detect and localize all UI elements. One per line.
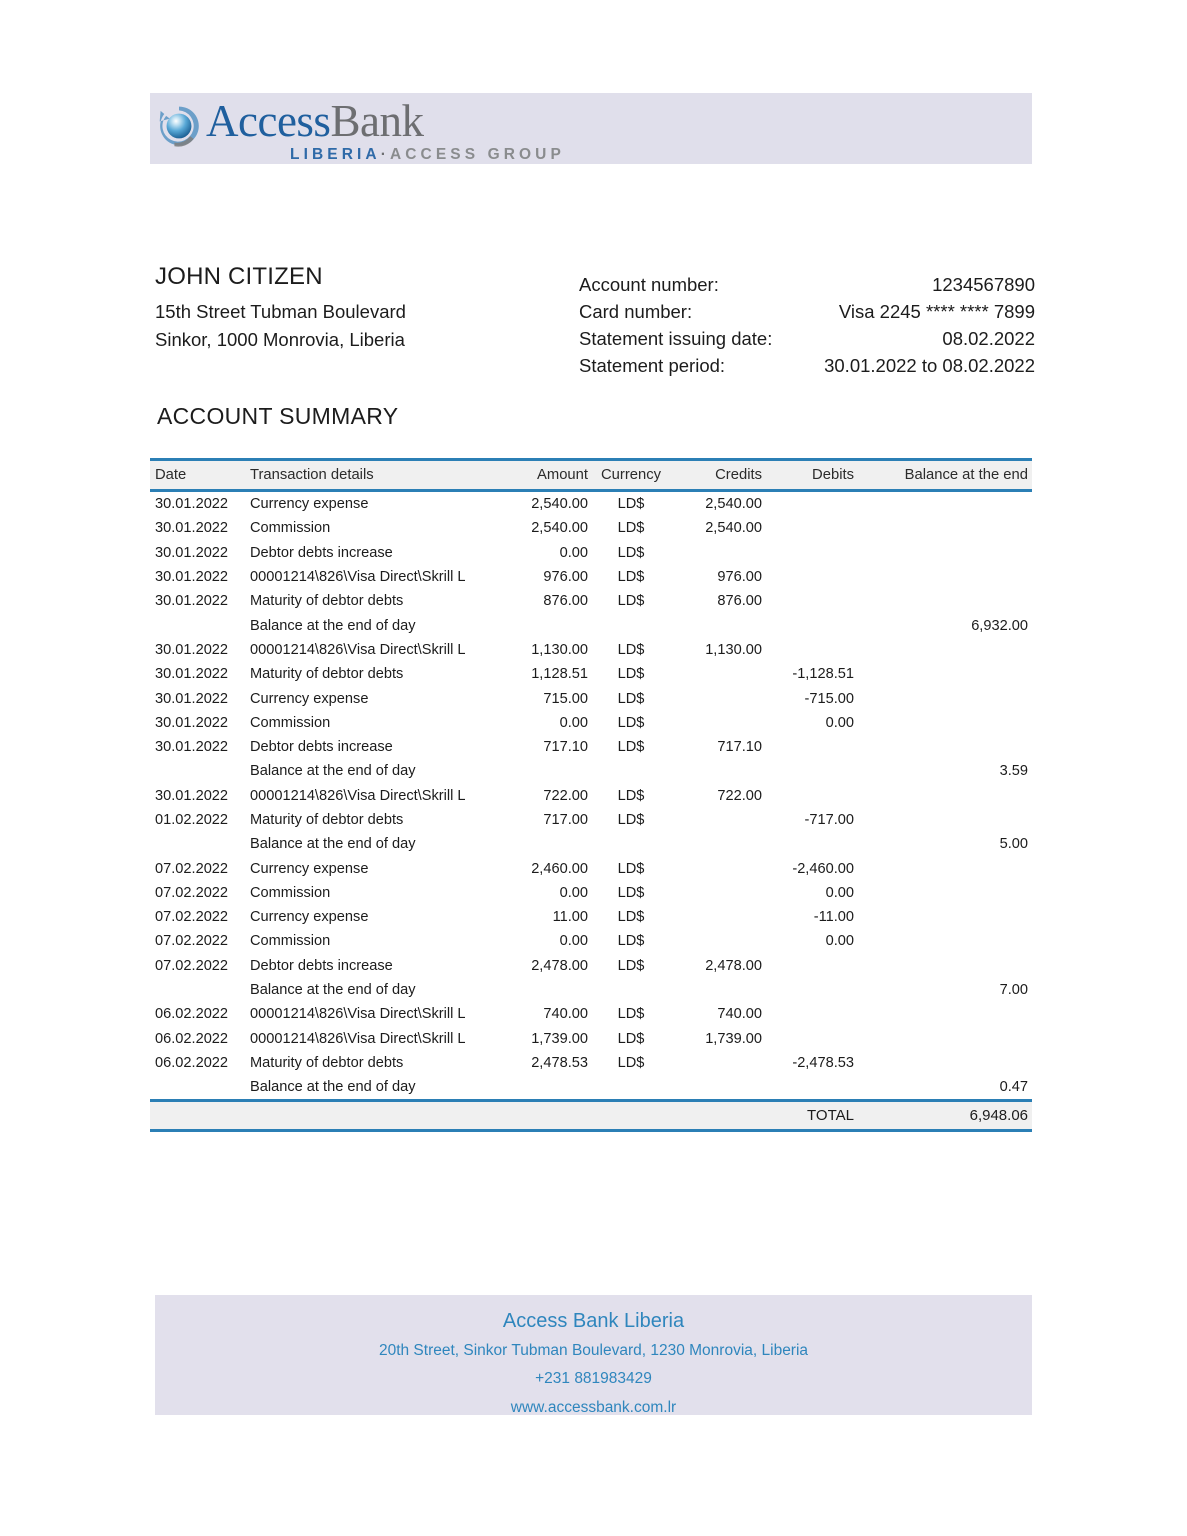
- cell-date: [150, 1075, 242, 1099]
- transactions-table-body: [150, 492, 1032, 1099]
- balance-row: [150, 978, 1032, 1002]
- table-row: [150, 516, 1032, 540]
- cell-date: 30.01.2022: [150, 541, 242, 565]
- table-row: [150, 929, 1032, 953]
- cell-details: 00001214\826\Visa Direct\Skrill L: [242, 638, 512, 662]
- cell-currency: [598, 1075, 678, 1099]
- cell-credits: 740.00: [678, 1002, 778, 1026]
- footer-band: [155, 1295, 1032, 1415]
- cell-amount: 2,540.00: [512, 516, 598, 540]
- cell-currency: LD$: [598, 492, 678, 516]
- table-row: [150, 662, 1032, 686]
- cell-debits: -715.00: [778, 686, 878, 710]
- customer-address-line1: 15th Street Tubman Boulevard: [155, 301, 406, 322]
- cell-currency: LD$: [598, 516, 678, 540]
- cell-details: 00001214\826\Visa Direct\Skrill L: [242, 1002, 512, 1026]
- tagline-separator: ·: [380, 146, 390, 163]
- card-number-label: Card number:: [579, 301, 693, 322]
- cell-credits: 717.10: [678, 735, 778, 759]
- balance-row: [150, 1075, 1032, 1099]
- table-row: [150, 541, 1032, 565]
- tagline-liberia: LIBERIA: [290, 146, 381, 163]
- cell-date: 30.01.2022: [150, 711, 242, 735]
- cell-date: [150, 978, 242, 1002]
- table-row: [150, 954, 1032, 978]
- table-row: [150, 711, 1032, 735]
- brand-header-band: [150, 93, 1032, 164]
- logo-tagline: [290, 146, 565, 164]
- statement-period-value: 30.01.2022 to 08.02.2022: [824, 355, 1035, 376]
- cell-amount: 0.00: [512, 541, 598, 565]
- cell-amount: 717.10: [512, 735, 598, 759]
- col-header-debits: Debits: [778, 461, 878, 489]
- transactions-table: [150, 458, 1032, 1132]
- cell-amount: 1,739.00: [512, 1027, 598, 1051]
- cell-currency: LD$: [598, 541, 678, 565]
- cell-currency: [598, 832, 678, 856]
- cell-balance: [878, 1027, 1032, 1051]
- table-row: [150, 735, 1032, 759]
- cell-amount: 717.00: [512, 808, 598, 832]
- cell-date: 06.02.2022: [150, 1027, 242, 1051]
- transactions-table-head: [150, 458, 1032, 492]
- account-detail-row: [579, 271, 1035, 298]
- cell-currency: LD$: [598, 662, 678, 686]
- cell-credits: [678, 759, 778, 783]
- cell-date: 07.02.2022: [150, 881, 242, 905]
- col-header-details: Transaction details: [242, 461, 512, 489]
- cell-date: 30.01.2022: [150, 565, 242, 589]
- table-row: [150, 492, 1032, 516]
- transactions-table-wrap: [150, 458, 1032, 1132]
- cell-amount: 2,460.00: [512, 856, 598, 880]
- col-header-date: Date: [150, 461, 242, 489]
- cell-currency: LD$: [598, 929, 678, 953]
- bank-logo: [156, 95, 565, 164]
- cell-balance: 0.47: [878, 1075, 1032, 1099]
- cell-date: 06.02.2022: [150, 1002, 242, 1026]
- cell-credits: [678, 662, 778, 686]
- cell-amount: [512, 1075, 598, 1099]
- cell-details: Maturity of debtor debts: [242, 808, 512, 832]
- cell-amount: 0.00: [512, 711, 598, 735]
- cell-debits: 0.00: [778, 711, 878, 735]
- column-header-row: [150, 461, 1032, 489]
- cell-date: 07.02.2022: [150, 954, 242, 978]
- cell-details: Balance at the end of day: [242, 613, 512, 637]
- issuing-date-value: 08.02.2022: [942, 328, 1035, 349]
- cell-amount: 876.00: [512, 589, 598, 613]
- cell-credits: 2,540.00: [678, 492, 778, 516]
- cell-currency: LD$: [598, 954, 678, 978]
- cell-debits: [778, 589, 878, 613]
- cell-credits: 722.00: [678, 784, 778, 808]
- cell-balance: [878, 735, 1032, 759]
- cell-amount: 0.00: [512, 929, 598, 953]
- cell-date: 30.01.2022: [150, 662, 242, 686]
- cell-currency: LD$: [598, 565, 678, 589]
- total-value: 6,948.06: [878, 1102, 1032, 1129]
- cell-amount: 1,130.00: [512, 638, 598, 662]
- cell-balance: [878, 954, 1032, 978]
- cell-details: Commission: [242, 516, 512, 540]
- total-row: [150, 1102, 1032, 1129]
- card-number-value: Visa 2245 **** **** 7899: [838, 301, 1035, 322]
- cell-details: Balance at the end of day: [242, 1075, 512, 1099]
- section-title-account-summary: ACCOUNT SUMMARY: [157, 403, 399, 429]
- cell-credits: [678, 832, 778, 856]
- account-detail-row: [579, 298, 1035, 325]
- table-row: [150, 686, 1032, 710]
- col-header-credits: Credits: [678, 461, 778, 489]
- cell-amount: 976.00: [512, 565, 598, 589]
- cell-debits: [778, 613, 878, 637]
- customer-address-line2: Sinkor, 1000 Monrovia, Liberia: [155, 329, 405, 350]
- cell-amount: 11.00: [512, 905, 598, 929]
- cell-balance: 6,932.00: [878, 613, 1032, 637]
- table-row: [150, 1027, 1032, 1051]
- table-row: [150, 905, 1032, 929]
- cell-amount: 2,540.00: [512, 492, 598, 516]
- cell-amount: 722.00: [512, 784, 598, 808]
- cell-debits: [778, 735, 878, 759]
- cell-details: Balance at the end of day: [242, 978, 512, 1002]
- cell-details: Balance at the end of day: [242, 759, 512, 783]
- cell-debits: [778, 1075, 878, 1099]
- cell-balance: [878, 784, 1032, 808]
- cell-amount: 740.00: [512, 1002, 598, 1026]
- statement-period-label: Statement period:: [579, 355, 726, 376]
- cell-balance: [878, 905, 1032, 929]
- cell-balance: 7.00: [878, 978, 1032, 1002]
- footer-website[interactable]: www.accessbank.com.lr: [510, 1399, 677, 1416]
- cell-credits: [678, 541, 778, 565]
- cell-debits: [778, 565, 878, 589]
- cell-debits: -11.00: [778, 905, 878, 929]
- cell-date: 30.01.2022: [150, 638, 242, 662]
- table-row: [150, 856, 1032, 880]
- logo-wordmark: [206, 98, 423, 145]
- cell-credits: 2,478.00: [678, 954, 778, 978]
- footer-bank-name: Access Bank Liberia: [502, 1310, 685, 1332]
- cell-balance: [878, 686, 1032, 710]
- cell-debits: [778, 759, 878, 783]
- cell-details: Debtor debts increase: [242, 541, 512, 565]
- cell-date: 01.02.2022: [150, 808, 242, 832]
- cell-balance: [878, 881, 1032, 905]
- account-number-value: 1234567890: [932, 274, 1035, 295]
- globe-arrow-icon: [156, 103, 202, 149]
- cell-details: Maturity of debtor debts: [242, 1051, 512, 1075]
- balance-row: [150, 832, 1032, 856]
- cell-debits: -2,478.53: [778, 1051, 878, 1075]
- cell-credits: 1,739.00: [678, 1027, 778, 1051]
- cell-balance: [878, 565, 1032, 589]
- account-detail-row: [579, 352, 1035, 379]
- cell-date: 30.01.2022: [150, 516, 242, 540]
- logo-text: [206, 95, 565, 164]
- cell-date: 30.01.2022: [150, 492, 242, 516]
- balance-row: [150, 759, 1032, 783]
- cell-currency: LD$: [598, 1027, 678, 1051]
- cell-debits: [778, 784, 878, 808]
- cell-details: 00001214\826\Visa Direct\Skrill L: [242, 784, 512, 808]
- total-bottom-rule: [150, 1129, 1032, 1132]
- cell-credits: [678, 881, 778, 905]
- customer-name: JOHN CITIZEN: [155, 263, 323, 290]
- cell-date: [150, 832, 242, 856]
- cell-amount: 1,128.51: [512, 662, 598, 686]
- table-row: [150, 1002, 1032, 1026]
- cell-amount: 2,478.00: [512, 954, 598, 978]
- cell-details: Commission: [242, 929, 512, 953]
- cell-credits: [678, 686, 778, 710]
- cell-balance: [878, 1002, 1032, 1026]
- cell-balance: [878, 1051, 1032, 1075]
- account-number-label: Account number:: [579, 274, 719, 295]
- cell-date: [150, 759, 242, 783]
- cell-debits: [778, 638, 878, 662]
- cell-credits: [678, 978, 778, 1002]
- cell-currency: LD$: [598, 711, 678, 735]
- cell-debits: -1,128.51: [778, 662, 878, 686]
- cell-balance: [878, 929, 1032, 953]
- cell-amount: [512, 613, 598, 637]
- cell-debits: 0.00: [778, 881, 878, 905]
- cell-debits: [778, 492, 878, 516]
- table-row: [150, 589, 1032, 613]
- cell-debits: -2,460.00: [778, 856, 878, 880]
- cell-currency: LD$: [598, 784, 678, 808]
- cell-amount: 715.00: [512, 686, 598, 710]
- cell-credits: [678, 613, 778, 637]
- cell-credits: [678, 1051, 778, 1075]
- table-row: [150, 784, 1032, 808]
- cell-currency: LD$: [598, 1051, 678, 1075]
- account-detail-row: [579, 325, 1035, 352]
- cell-credits: [678, 808, 778, 832]
- total-label: TOTAL: [778, 1102, 878, 1129]
- cell-details: Maturity of debtor debts: [242, 662, 512, 686]
- transactions-table-foot: [150, 1099, 1032, 1132]
- cell-credits: 1,130.00: [678, 638, 778, 662]
- cell-credits: 2,540.00: [678, 516, 778, 540]
- col-header-amount: Amount: [512, 461, 598, 489]
- cell-credits: [678, 856, 778, 880]
- table-row: [150, 808, 1032, 832]
- statement-info-block: [155, 263, 1035, 376]
- cell-details: Commission: [242, 881, 512, 905]
- cell-currency: [598, 759, 678, 783]
- cell-currency: LD$: [598, 881, 678, 905]
- cell-date: 30.01.2022: [150, 589, 242, 613]
- cell-date: [150, 613, 242, 637]
- cell-amount: 0.00: [512, 881, 598, 905]
- cell-details: Currency expense: [242, 686, 512, 710]
- cell-currency: LD$: [598, 808, 678, 832]
- cell-details: Debtor debts increase: [242, 954, 512, 978]
- cell-details: Currency expense: [242, 492, 512, 516]
- cell-balance: [878, 492, 1032, 516]
- cell-credits: [678, 905, 778, 929]
- rule-line: [150, 1129, 1032, 1132]
- cell-currency: LD$: [598, 1002, 678, 1026]
- cell-balance: [878, 541, 1032, 565]
- cell-balance: [878, 856, 1032, 880]
- col-header-currency: Currency: [598, 461, 678, 489]
- cell-balance: [878, 638, 1032, 662]
- table-row: [150, 638, 1032, 662]
- cell-date: 07.02.2022: [150, 905, 242, 929]
- cell-date: 30.01.2022: [150, 735, 242, 759]
- cell-debits: [778, 1002, 878, 1026]
- cell-debits: -717.00: [778, 808, 878, 832]
- cell-details: Currency expense: [242, 905, 512, 929]
- cell-credits: [678, 711, 778, 735]
- cell-currency: [598, 978, 678, 1002]
- cell-balance: 5.00: [878, 832, 1032, 856]
- cell-debits: [778, 516, 878, 540]
- cell-currency: LD$: [598, 638, 678, 662]
- cell-details: Currency expense: [242, 856, 512, 880]
- cell-amount: [512, 832, 598, 856]
- col-header-balance-end: Balance at the end: [878, 461, 1032, 489]
- logo-word-access: Access: [206, 96, 331, 146]
- cell-debits: 0.00: [778, 929, 878, 953]
- cell-details: 00001214\826\Visa Direct\Skrill L: [242, 1027, 512, 1051]
- logo-word-bank: Bank: [330, 96, 424, 146]
- cell-currency: LD$: [598, 686, 678, 710]
- tagline-access-group: ACCESS GROUP: [389, 146, 565, 163]
- cell-details: Commission: [242, 711, 512, 735]
- cell-credits: [678, 1075, 778, 1099]
- footer-address: 20th Street, Sinkor Tubman Boulevard, 1230 Monrovia, Liberia: [378, 1342, 809, 1359]
- cell-currency: LD$: [598, 905, 678, 929]
- cell-currency: LD$: [598, 856, 678, 880]
- cell-debits: [778, 1027, 878, 1051]
- cell-debits: [778, 832, 878, 856]
- cell-details: Debtor debts increase: [242, 735, 512, 759]
- cell-details: Maturity of debtor debts: [242, 589, 512, 613]
- cell-details: 00001214\826\Visa Direct\Skrill L: [242, 565, 512, 589]
- cell-currency: [598, 613, 678, 637]
- cell-date: 06.02.2022: [150, 1051, 242, 1075]
- cell-date: 07.02.2022: [150, 856, 242, 880]
- table-row: [150, 565, 1032, 589]
- cell-credits: 876.00: [678, 589, 778, 613]
- balance-row: [150, 613, 1032, 637]
- cell-amount: [512, 759, 598, 783]
- cell-balance: [878, 662, 1032, 686]
- cell-date: 30.01.2022: [150, 686, 242, 710]
- cell-date: 07.02.2022: [150, 929, 242, 953]
- cell-currency: LD$: [598, 735, 678, 759]
- cell-currency: LD$: [598, 589, 678, 613]
- table-row: [150, 1051, 1032, 1075]
- cell-balance: [878, 808, 1032, 832]
- cell-balance: 3.59: [878, 759, 1032, 783]
- issuing-date-label: Statement issuing date:: [579, 328, 773, 349]
- footer-phone: +231 881983429: [535, 1370, 652, 1387]
- cell-debits: [778, 954, 878, 978]
- cell-balance: [878, 516, 1032, 540]
- account-details-table: [579, 271, 1035, 379]
- cell-amount: [512, 978, 598, 1002]
- cell-balance: [878, 589, 1032, 613]
- table-row: [150, 881, 1032, 905]
- cell-credits: 976.00: [678, 565, 778, 589]
- cell-credits: [678, 929, 778, 953]
- cell-debits: [778, 978, 878, 1002]
- account-details-body: [579, 271, 1035, 379]
- cell-date: 30.01.2022: [150, 784, 242, 808]
- cell-amount: 2,478.53: [512, 1051, 598, 1075]
- cell-debits: [778, 541, 878, 565]
- total-spacer: [150, 1102, 778, 1129]
- cell-details: Balance at the end of day: [242, 832, 512, 856]
- cell-balance: [878, 711, 1032, 735]
